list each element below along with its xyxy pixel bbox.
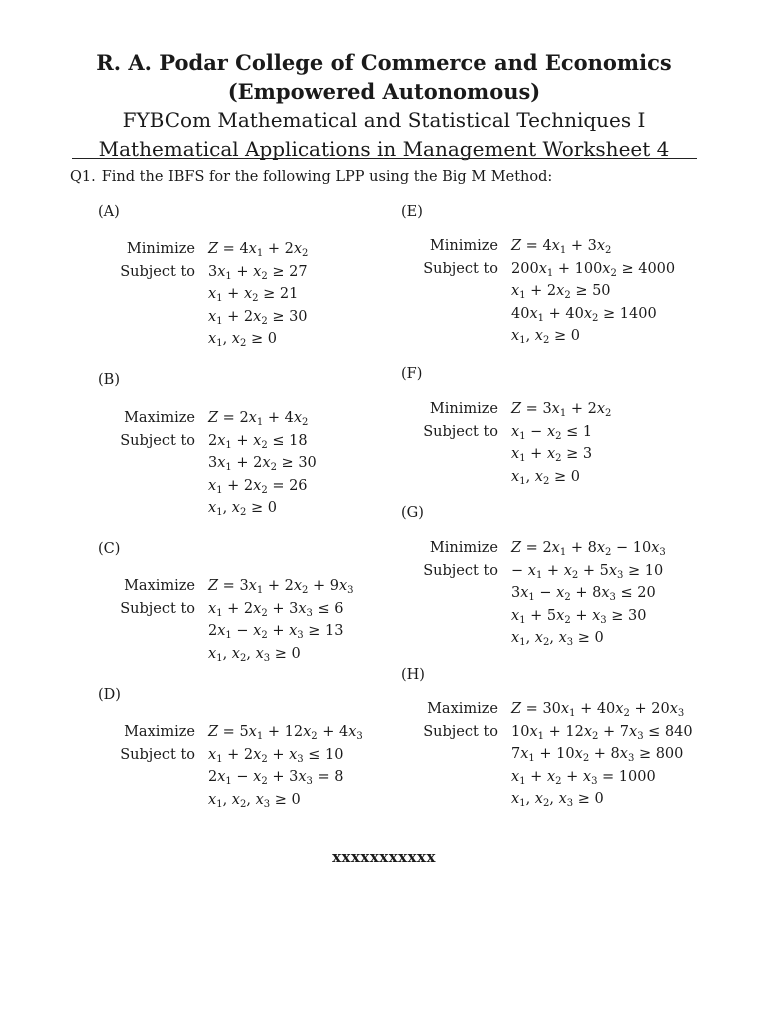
constraint: $x_1 + 2x_2 \ge 30$ bbox=[208, 308, 308, 327]
document-header bbox=[0, 48, 768, 164]
constraint: $40x_1 + 40x_2 \ge 1400$ bbox=[511, 305, 657, 324]
constraint: $x_1$, $x_2 \ge 0$ bbox=[511, 328, 580, 347]
problem-keyword: Subject to bbox=[423, 723, 498, 740]
problem-row bbox=[401, 537, 721, 560]
objective-function: $Z = 5x_1 + 12x_2 + 4x_3$ bbox=[208, 724, 363, 742]
problem-label: (H) bbox=[401, 667, 425, 683]
problem-row bbox=[401, 743, 721, 766]
objective-function: $Z = 2x_1 + 4x_2$ bbox=[208, 410, 309, 428]
problem-keyword: Minimize bbox=[126, 241, 195, 257]
problem-keyword: Minimize bbox=[429, 238, 498, 254]
problem-row bbox=[401, 235, 721, 258]
constraint: $x_1 + x_2 + x_3 = 1000$ bbox=[511, 768, 656, 787]
problem-label: (B) bbox=[98, 372, 120, 388]
problem-label: (G) bbox=[401, 505, 424, 521]
constraint: $x_1 + 2x_2 + 3x_3 \le 6$ bbox=[208, 600, 344, 619]
problem-row bbox=[98, 620, 418, 643]
constraint: $200x_1 + 100x_2 \ge 4000$ bbox=[511, 260, 676, 279]
constraint: $x_1 + 2x_2 \ge 50$ bbox=[511, 283, 611, 302]
problem-row bbox=[401, 398, 721, 421]
problem-keyword: Maximize bbox=[124, 724, 195, 740]
problem-label: (E) bbox=[401, 204, 423, 220]
problem-keyword: Maximize bbox=[124, 410, 195, 426]
problem-row bbox=[98, 643, 418, 666]
constraint: $10x_1 + 12x_2 + 7x_3 \le 840$ bbox=[511, 723, 693, 742]
objective-function: $Z = 30x_1 + 40x_2 + 20x_3$ bbox=[511, 701, 685, 719]
problem-label: (C) bbox=[98, 541, 121, 557]
problem-row bbox=[401, 280, 721, 303]
end-marker: xxxxxxxxxxx bbox=[332, 848, 436, 866]
constraint: $x_1$, $x_2$, $x_3 \ge 0$ bbox=[511, 630, 604, 649]
college-name: R. A. Podar College of Commerce and Economics bbox=[96, 50, 672, 75]
constraint: $x_1$, $x_2 \ge 0$ bbox=[511, 468, 580, 487]
problem-keyword: Subject to bbox=[423, 423, 498, 440]
problem-row bbox=[98, 452, 418, 475]
constraint: $x_1$, $x_2$, $x_3 \ge 0$ bbox=[208, 791, 301, 810]
problem-row bbox=[98, 283, 418, 306]
problem-row bbox=[98, 721, 418, 744]
problem-keyword: Maximize bbox=[124, 578, 195, 594]
objective-function: $Z = 3x_1 + 2x_2 + 9x_3$ bbox=[208, 578, 354, 596]
problem-row bbox=[98, 744, 418, 767]
objective-function: $Z = 4x_1 + 2x_2$ bbox=[208, 241, 309, 259]
problem-label: (A) bbox=[98, 204, 120, 220]
problem-label: (D) bbox=[98, 687, 121, 703]
constraint: $x_1$, $x_2 \ge 0$ bbox=[208, 331, 277, 350]
worksheet-title: Mathematical Applications in Management Worksheet 4 bbox=[98, 137, 670, 161]
problem-row bbox=[401, 443, 721, 466]
constraint: $x_1$, $x_2 \ge 0$ bbox=[208, 500, 277, 519]
problem-row bbox=[98, 598, 418, 621]
constraint: $x_1 - x_2 \le 1$ bbox=[511, 423, 593, 442]
question-number: Q1. bbox=[70, 169, 96, 185]
objective-function: $Z = 2x_1 + 8x_2 - 10x_3$ bbox=[511, 540, 666, 558]
question-text: Find the IBFS for the following LPP using the Big M Method: bbox=[101, 169, 553, 185]
problem-row bbox=[98, 766, 418, 789]
constraint: $x_1 + 2x_2 + x_3 \le 10$ bbox=[208, 746, 344, 765]
problem-row bbox=[401, 421, 721, 444]
problem-keyword: Minimize bbox=[429, 540, 498, 556]
problem-row bbox=[401, 788, 721, 811]
problem-keyword: Minimize bbox=[429, 401, 498, 417]
constraint: $x_1$, $x_2$, $x_3 \ge 0$ bbox=[511, 791, 604, 810]
constraint: $7x_1 + 10x_2 + 8x_3 \ge 800$ bbox=[511, 746, 684, 765]
problem-row bbox=[401, 766, 721, 789]
constraint: $2x_1 + x_2 \le 18$ bbox=[208, 432, 308, 451]
constraint: $2x_1 - x_2 + 3x_3 = 8$ bbox=[208, 769, 344, 788]
problem-keyword: Subject to bbox=[120, 263, 195, 280]
problem-keyword: Subject to bbox=[120, 432, 195, 449]
problem-row bbox=[401, 721, 721, 744]
problem-row bbox=[98, 306, 418, 329]
constraint: $x_1 + x_2 \ge 3$ bbox=[511, 446, 593, 465]
problem-row bbox=[401, 303, 721, 326]
constraint: $x_1$, $x_2$, $x_3 \ge 0$ bbox=[208, 645, 301, 664]
constraint: $3x_1 - x_2 + 8x_3 \le 20$ bbox=[511, 585, 656, 604]
constraint: $3x_1 + x_2 \ge 27$ bbox=[208, 263, 308, 282]
problem-row bbox=[401, 258, 721, 281]
problem-keyword: Subject to bbox=[423, 562, 498, 579]
problem-row bbox=[401, 560, 721, 583]
constraint: $x_1 + x_2 \ge 21$ bbox=[208, 286, 299, 305]
problem-row bbox=[401, 325, 721, 348]
problem-keyword: Maximize bbox=[427, 701, 498, 717]
problem-row bbox=[401, 466, 721, 489]
problem-keyword: Subject to bbox=[120, 746, 195, 763]
problem-row bbox=[401, 605, 721, 628]
constraint: $x_1 + 2x_2 = 26$ bbox=[208, 477, 308, 496]
constraint: $x_1 + 5x_2 + x_3 \ge 30$ bbox=[511, 607, 647, 626]
objective-function: $Z = 4x_1 + 3x_2$ bbox=[511, 238, 612, 256]
problem-keyword: Subject to bbox=[120, 600, 195, 617]
constraint: − $x_1 + x_2 + 5x_3 \ge 10$ bbox=[511, 562, 664, 581]
problem-row bbox=[98, 789, 418, 812]
problem-label: (F) bbox=[401, 366, 423, 382]
problem-row bbox=[401, 698, 721, 721]
objective-function: $Z = 3x_1 + 2x_2$ bbox=[511, 401, 612, 419]
problem-keyword: Subject to bbox=[423, 260, 498, 277]
problem-row bbox=[98, 475, 418, 498]
constraint: $2x_1 - x_2 + x_3 \ge 13$ bbox=[208, 623, 344, 642]
problem-row bbox=[98, 328, 418, 351]
constraint: $3x_1 + 2x_2 \ge 30$ bbox=[208, 455, 317, 474]
problem-row bbox=[98, 261, 418, 284]
question-prompt bbox=[70, 169, 552, 185]
problem-row bbox=[98, 238, 418, 261]
problem-row bbox=[98, 430, 418, 453]
problem-row bbox=[401, 627, 721, 650]
problem-row bbox=[401, 582, 721, 605]
problem-row bbox=[98, 407, 418, 430]
problem-row bbox=[98, 497, 418, 520]
course-title: FYBCom Mathematical and Statistical Techniques I bbox=[122, 108, 646, 132]
college-status: (Empowered Autonomous) bbox=[227, 79, 541, 104]
problem-row bbox=[98, 575, 418, 598]
header-rule bbox=[72, 158, 697, 159]
